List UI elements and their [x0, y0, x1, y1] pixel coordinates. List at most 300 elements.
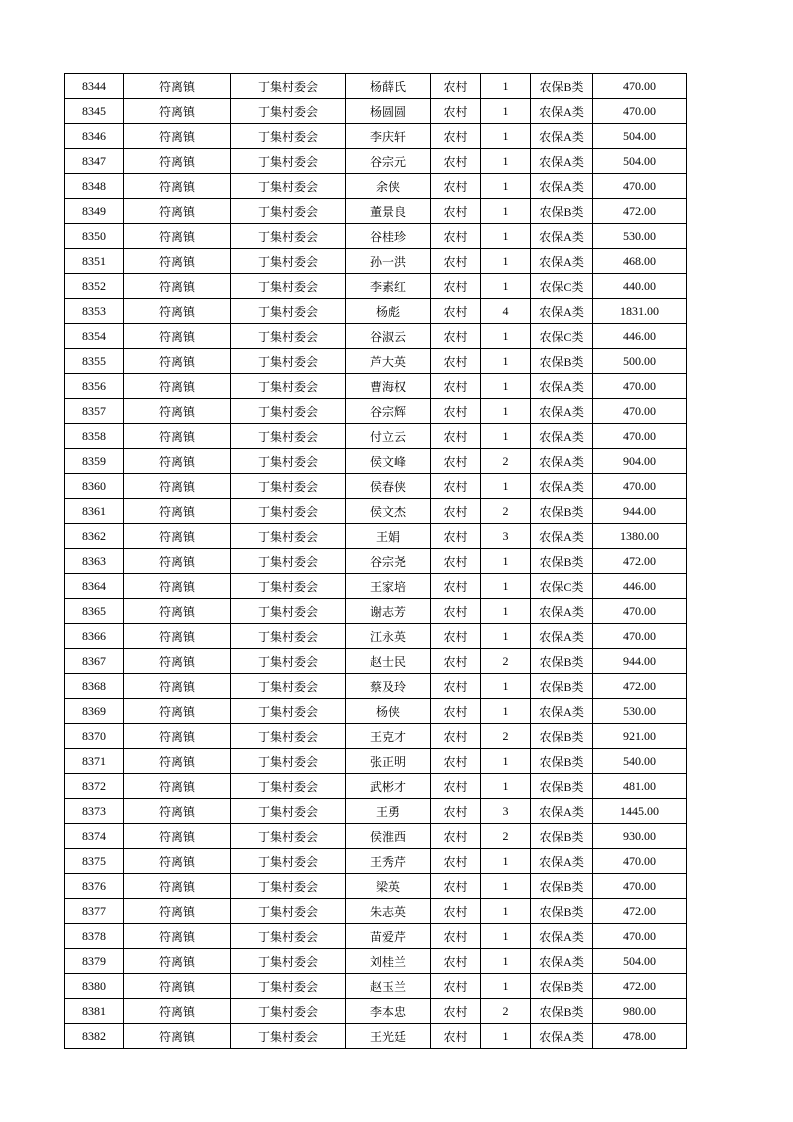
cell-category: 农保B类 — [531, 874, 593, 899]
cell-count: 1 — [481, 74, 531, 99]
cell-village: 丁集村委会 — [231, 524, 346, 549]
cell-area: 农村 — [431, 699, 481, 724]
cell-id: 8354 — [65, 324, 124, 349]
cell-count: 1 — [481, 924, 531, 949]
cell-category: 农保A类 — [531, 224, 593, 249]
cell-amount: 530.00 — [593, 224, 687, 249]
cell-category: 农保A类 — [531, 149, 593, 174]
cell-area: 农村 — [431, 349, 481, 374]
cell-amount: 472.00 — [593, 674, 687, 699]
cell-town: 符离镇 — [124, 274, 231, 299]
cell-category: 农保C类 — [531, 324, 593, 349]
cell-count: 3 — [481, 799, 531, 824]
cell-id: 8374 — [65, 824, 124, 849]
cell-village: 丁集村委会 — [231, 349, 346, 374]
cell-amount: 472.00 — [593, 199, 687, 224]
cell-town: 符离镇 — [124, 949, 231, 974]
cell-village: 丁集村委会 — [231, 274, 346, 299]
cell-village: 丁集村委会 — [231, 574, 346, 599]
table-row — [65, 449, 687, 474]
cell-village: 丁集村委会 — [231, 799, 346, 824]
cell-name: 曹海权 — [346, 374, 431, 399]
cell-town: 符离镇 — [124, 674, 231, 699]
cell-count: 1 — [481, 424, 531, 449]
cell-id: 8362 — [65, 524, 124, 549]
cell-amount: 980.00 — [593, 999, 687, 1024]
table-row — [65, 724, 687, 749]
table-row — [65, 274, 687, 299]
cell-village: 丁集村委会 — [231, 649, 346, 674]
cell-village: 丁集村委会 — [231, 1024, 346, 1049]
cell-id: 8352 — [65, 274, 124, 299]
cell-village: 丁集村委会 — [231, 399, 346, 424]
cell-name: 谷桂珍 — [346, 224, 431, 249]
cell-id: 8377 — [65, 899, 124, 924]
cell-village: 丁集村委会 — [231, 824, 346, 849]
cell-name: 王勇 — [346, 799, 431, 824]
cell-count: 1 — [481, 874, 531, 899]
cell-id: 8378 — [65, 924, 124, 949]
cell-area: 农村 — [431, 124, 481, 149]
cell-name: 余侠 — [346, 174, 431, 199]
cell-area: 农村 — [431, 774, 481, 799]
cell-town: 符离镇 — [124, 474, 231, 499]
table-row — [65, 149, 687, 174]
cell-category: 农保A类 — [531, 424, 593, 449]
cell-count: 2 — [481, 999, 531, 1024]
cell-village: 丁集村委会 — [231, 924, 346, 949]
cell-area: 农村 — [431, 949, 481, 974]
cell-count: 1 — [481, 124, 531, 149]
cell-amount: 1445.00 — [593, 799, 687, 824]
cell-amount: 470.00 — [593, 399, 687, 424]
cell-village: 丁集村委会 — [231, 624, 346, 649]
table-row — [65, 224, 687, 249]
cell-area: 农村 — [431, 799, 481, 824]
cell-amount: 470.00 — [593, 849, 687, 874]
cell-village: 丁集村委会 — [231, 74, 346, 99]
cell-town: 符离镇 — [124, 399, 231, 424]
cell-village: 丁集村委会 — [231, 149, 346, 174]
cell-town: 符离镇 — [124, 124, 231, 149]
table-row — [65, 699, 687, 724]
cell-id: 8372 — [65, 774, 124, 799]
cell-count: 1 — [481, 274, 531, 299]
cell-count: 1 — [481, 774, 531, 799]
cell-id: 8367 — [65, 649, 124, 674]
cell-amount: 930.00 — [593, 824, 687, 849]
cell-amount: 446.00 — [593, 324, 687, 349]
cell-area: 农村 — [431, 399, 481, 424]
cell-name: 王秀芹 — [346, 849, 431, 874]
table-row — [65, 374, 687, 399]
cell-amount: 470.00 — [593, 599, 687, 624]
cell-count: 2 — [481, 499, 531, 524]
cell-area: 农村 — [431, 999, 481, 1024]
cell-village: 丁集村委会 — [231, 549, 346, 574]
cell-name: 杨圆圆 — [346, 99, 431, 124]
cell-count: 1 — [481, 474, 531, 499]
cell-name: 江永英 — [346, 624, 431, 649]
cell-town: 符离镇 — [124, 974, 231, 999]
cell-category: 农保A类 — [531, 524, 593, 549]
cell-area: 农村 — [431, 549, 481, 574]
cell-town: 符离镇 — [124, 849, 231, 874]
cell-area: 农村 — [431, 199, 481, 224]
cell-category: 农保B类 — [531, 649, 593, 674]
cell-name: 赵玉兰 — [346, 974, 431, 999]
cell-area: 农村 — [431, 924, 481, 949]
cell-village: 丁集村委会 — [231, 474, 346, 499]
cell-id: 8346 — [65, 124, 124, 149]
cell-name: 董景良 — [346, 199, 431, 224]
cell-category: 农保B类 — [531, 199, 593, 224]
cell-count: 2 — [481, 724, 531, 749]
cell-count: 1 — [481, 949, 531, 974]
cell-area: 农村 — [431, 599, 481, 624]
cell-town: 符离镇 — [124, 149, 231, 174]
cell-amount: 472.00 — [593, 549, 687, 574]
cell-area: 农村 — [431, 724, 481, 749]
cell-town: 符离镇 — [124, 549, 231, 574]
table-row — [65, 199, 687, 224]
cell-name: 侯文峰 — [346, 449, 431, 474]
cell-id: 8375 — [65, 849, 124, 874]
cell-village: 丁集村委会 — [231, 899, 346, 924]
table-row — [65, 649, 687, 674]
cell-category: 农保A类 — [531, 849, 593, 874]
cell-village: 丁集村委会 — [231, 249, 346, 274]
cell-count: 1 — [481, 899, 531, 924]
cell-category: 农保C类 — [531, 574, 593, 599]
cell-village: 丁集村委会 — [231, 449, 346, 474]
cell-area: 农村 — [431, 174, 481, 199]
cell-id: 8351 — [65, 249, 124, 274]
cell-count: 1 — [481, 749, 531, 774]
table-row — [65, 549, 687, 574]
cell-category: 农保A类 — [531, 99, 593, 124]
cell-count: 1 — [481, 399, 531, 424]
cell-town: 符离镇 — [124, 224, 231, 249]
table-row — [65, 974, 687, 999]
cell-area: 农村 — [431, 449, 481, 474]
cell-id: 8370 — [65, 724, 124, 749]
cell-name: 谷宗元 — [346, 149, 431, 174]
cell-name: 梁英 — [346, 874, 431, 899]
cell-amount: 504.00 — [593, 949, 687, 974]
cell-category: 农保B类 — [531, 774, 593, 799]
cell-amount: 504.00 — [593, 124, 687, 149]
cell-village: 丁集村委会 — [231, 749, 346, 774]
cell-town: 符离镇 — [124, 799, 231, 824]
table-row — [65, 874, 687, 899]
cell-category: 农保B类 — [531, 499, 593, 524]
cell-name: 谷淑云 — [346, 324, 431, 349]
cell-amount: 470.00 — [593, 374, 687, 399]
cell-count: 1 — [481, 349, 531, 374]
cell-count: 1 — [481, 1024, 531, 1049]
cell-amount: 470.00 — [593, 624, 687, 649]
cell-count: 1 — [481, 974, 531, 999]
cell-count: 2 — [481, 449, 531, 474]
data-table — [64, 73, 687, 1049]
cell-count: 1 — [481, 624, 531, 649]
cell-name: 王娟 — [346, 524, 431, 549]
cell-id: 8363 — [65, 549, 124, 574]
cell-count: 3 — [481, 524, 531, 549]
table-row — [65, 949, 687, 974]
cell-name: 谢志芳 — [346, 599, 431, 624]
cell-area: 农村 — [431, 899, 481, 924]
cell-id: 8364 — [65, 574, 124, 599]
cell-village: 丁集村委会 — [231, 299, 346, 324]
cell-count: 1 — [481, 849, 531, 874]
cell-category: 农保B类 — [531, 349, 593, 374]
cell-amount: 470.00 — [593, 474, 687, 499]
cell-name: 王家培 — [346, 574, 431, 599]
cell-town: 符离镇 — [124, 249, 231, 274]
cell-town: 符离镇 — [124, 649, 231, 674]
cell-count: 1 — [481, 674, 531, 699]
cell-area: 农村 — [431, 524, 481, 549]
table-row — [65, 424, 687, 449]
cell-count: 1 — [481, 99, 531, 124]
cell-village: 丁集村委会 — [231, 774, 346, 799]
cell-count: 1 — [481, 324, 531, 349]
cell-category: 农保B类 — [531, 974, 593, 999]
cell-town: 符离镇 — [124, 874, 231, 899]
cell-village: 丁集村委会 — [231, 424, 346, 449]
cell-village: 丁集村委会 — [231, 124, 346, 149]
cell-count: 1 — [481, 174, 531, 199]
cell-category: 农保B类 — [531, 674, 593, 699]
cell-id: 8382 — [65, 1024, 124, 1049]
cell-name: 武彬才 — [346, 774, 431, 799]
cell-amount: 472.00 — [593, 899, 687, 924]
table-row — [65, 899, 687, 924]
cell-village: 丁集村委会 — [231, 174, 346, 199]
table-row — [65, 349, 687, 374]
cell-village: 丁集村委会 — [231, 874, 346, 899]
cell-count: 4 — [481, 299, 531, 324]
cell-name: 谷宗辉 — [346, 399, 431, 424]
cell-town: 符离镇 — [124, 199, 231, 224]
cell-area: 农村 — [431, 749, 481, 774]
cell-town: 符离镇 — [124, 899, 231, 924]
cell-category: 农保B类 — [531, 549, 593, 574]
cell-category: 农保C类 — [531, 274, 593, 299]
cell-amount: 921.00 — [593, 724, 687, 749]
cell-village: 丁集村委会 — [231, 374, 346, 399]
cell-town: 符离镇 — [124, 924, 231, 949]
cell-town: 符离镇 — [124, 699, 231, 724]
cell-count: 1 — [481, 549, 531, 574]
cell-amount: 1831.00 — [593, 299, 687, 324]
table-row — [65, 249, 687, 274]
cell-town: 符离镇 — [124, 1024, 231, 1049]
cell-village: 丁集村委会 — [231, 724, 346, 749]
cell-name: 杨薛氏 — [346, 74, 431, 99]
cell-area: 农村 — [431, 324, 481, 349]
cell-id: 8344 — [65, 74, 124, 99]
cell-category: 农保B类 — [531, 724, 593, 749]
cell-area: 农村 — [431, 299, 481, 324]
cell-id: 8366 — [65, 624, 124, 649]
cell-area: 农村 — [431, 274, 481, 299]
cell-category: 农保A类 — [531, 124, 593, 149]
cell-amount: 481.00 — [593, 774, 687, 799]
cell-town: 符离镇 — [124, 524, 231, 549]
cell-id: 8368 — [65, 674, 124, 699]
cell-area: 农村 — [431, 849, 481, 874]
cell-amount: 1380.00 — [593, 524, 687, 549]
cell-village: 丁集村委会 — [231, 324, 346, 349]
cell-town: 符离镇 — [124, 99, 231, 124]
table-row — [65, 124, 687, 149]
cell-id: 8350 — [65, 224, 124, 249]
table-row — [65, 749, 687, 774]
table-row — [65, 99, 687, 124]
cell-area: 农村 — [431, 874, 481, 899]
cell-area: 农村 — [431, 149, 481, 174]
table-row — [65, 599, 687, 624]
cell-amount: 470.00 — [593, 874, 687, 899]
cell-count: 1 — [481, 249, 531, 274]
cell-id: 8379 — [65, 949, 124, 974]
cell-id: 8356 — [65, 374, 124, 399]
cell-category: 农保A类 — [531, 699, 593, 724]
cell-village: 丁集村委会 — [231, 199, 346, 224]
cell-category: 农保A类 — [531, 599, 593, 624]
cell-town: 符离镇 — [124, 499, 231, 524]
cell-id: 8381 — [65, 999, 124, 1024]
cell-id: 8359 — [65, 449, 124, 474]
cell-town: 符离镇 — [124, 74, 231, 99]
cell-id: 8353 — [65, 299, 124, 324]
cell-village: 丁集村委会 — [231, 949, 346, 974]
cell-category: 农保A类 — [531, 449, 593, 474]
cell-id: 8369 — [65, 699, 124, 724]
cell-town: 符离镇 — [124, 774, 231, 799]
table-row — [65, 674, 687, 699]
cell-count: 2 — [481, 649, 531, 674]
cell-town: 符离镇 — [124, 624, 231, 649]
table-row — [65, 774, 687, 799]
cell-name: 赵士民 — [346, 649, 431, 674]
cell-area: 农村 — [431, 1024, 481, 1049]
cell-area: 农村 — [431, 624, 481, 649]
cell-amount: 540.00 — [593, 749, 687, 774]
table-row — [65, 174, 687, 199]
cell-category: 农保B类 — [531, 749, 593, 774]
cell-area: 农村 — [431, 649, 481, 674]
cell-name: 侯文杰 — [346, 499, 431, 524]
cell-name: 杨侠 — [346, 699, 431, 724]
cell-area: 农村 — [431, 499, 481, 524]
cell-name: 侯淮西 — [346, 824, 431, 849]
cell-category: 农保A类 — [531, 474, 593, 499]
cell-village: 丁集村委会 — [231, 699, 346, 724]
cell-amount: 500.00 — [593, 349, 687, 374]
cell-name: 张正明 — [346, 749, 431, 774]
cell-amount: 530.00 — [593, 699, 687, 724]
cell-amount: 470.00 — [593, 99, 687, 124]
cell-amount: 440.00 — [593, 274, 687, 299]
cell-area: 农村 — [431, 474, 481, 499]
cell-town: 符离镇 — [124, 724, 231, 749]
cell-town: 符离镇 — [124, 599, 231, 624]
cell-id: 8373 — [65, 799, 124, 824]
cell-amount: 472.00 — [593, 974, 687, 999]
cell-town: 符离镇 — [124, 374, 231, 399]
cell-amount: 504.00 — [593, 149, 687, 174]
cell-town: 符离镇 — [124, 824, 231, 849]
cell-town: 符离镇 — [124, 324, 231, 349]
cell-area: 农村 — [431, 99, 481, 124]
cell-amount: 470.00 — [593, 174, 687, 199]
cell-count: 1 — [481, 374, 531, 399]
cell-town: 符离镇 — [124, 174, 231, 199]
cell-town: 符离镇 — [124, 424, 231, 449]
table-row — [65, 824, 687, 849]
cell-village: 丁集村委会 — [231, 499, 346, 524]
cell-count: 1 — [481, 574, 531, 599]
cell-category: 农保B类 — [531, 899, 593, 924]
cell-amount: 470.00 — [593, 424, 687, 449]
cell-count: 1 — [481, 199, 531, 224]
cell-name: 朱志英 — [346, 899, 431, 924]
cell-amount: 478.00 — [593, 1024, 687, 1049]
cell-category: 农保A类 — [531, 374, 593, 399]
cell-count: 1 — [481, 149, 531, 174]
cell-village: 丁集村委会 — [231, 849, 346, 874]
cell-count: 1 — [481, 224, 531, 249]
cell-name: 谷宗尧 — [346, 549, 431, 574]
cell-id: 8348 — [65, 174, 124, 199]
cell-area: 农村 — [431, 249, 481, 274]
cell-id: 8357 — [65, 399, 124, 424]
table-row — [65, 74, 687, 99]
cell-area: 农村 — [431, 374, 481, 399]
cell-amount: 470.00 — [593, 924, 687, 949]
cell-town: 符离镇 — [124, 749, 231, 774]
cell-category: 农保A类 — [531, 949, 593, 974]
cell-id: 8376 — [65, 874, 124, 899]
cell-count: 1 — [481, 599, 531, 624]
table-row — [65, 499, 687, 524]
cell-area: 农村 — [431, 824, 481, 849]
cell-category: 农保A类 — [531, 799, 593, 824]
cell-name: 杨彪 — [346, 299, 431, 324]
cell-id: 8365 — [65, 599, 124, 624]
cell-id: 8371 — [65, 749, 124, 774]
cell-id: 8361 — [65, 499, 124, 524]
cell-category: 农保A类 — [531, 624, 593, 649]
cell-village: 丁集村委会 — [231, 999, 346, 1024]
cell-name: 李素红 — [346, 274, 431, 299]
cell-id: 8347 — [65, 149, 124, 174]
cell-amount: 904.00 — [593, 449, 687, 474]
cell-area: 农村 — [431, 674, 481, 699]
cell-town: 符离镇 — [124, 574, 231, 599]
cell-id: 8345 — [65, 99, 124, 124]
cell-village: 丁集村委会 — [231, 224, 346, 249]
cell-category: 农保A类 — [531, 399, 593, 424]
cell-name: 李本忠 — [346, 999, 431, 1024]
cell-name: 侯春侠 — [346, 474, 431, 499]
cell-name: 刘桂兰 — [346, 949, 431, 974]
cell-area: 农村 — [431, 974, 481, 999]
